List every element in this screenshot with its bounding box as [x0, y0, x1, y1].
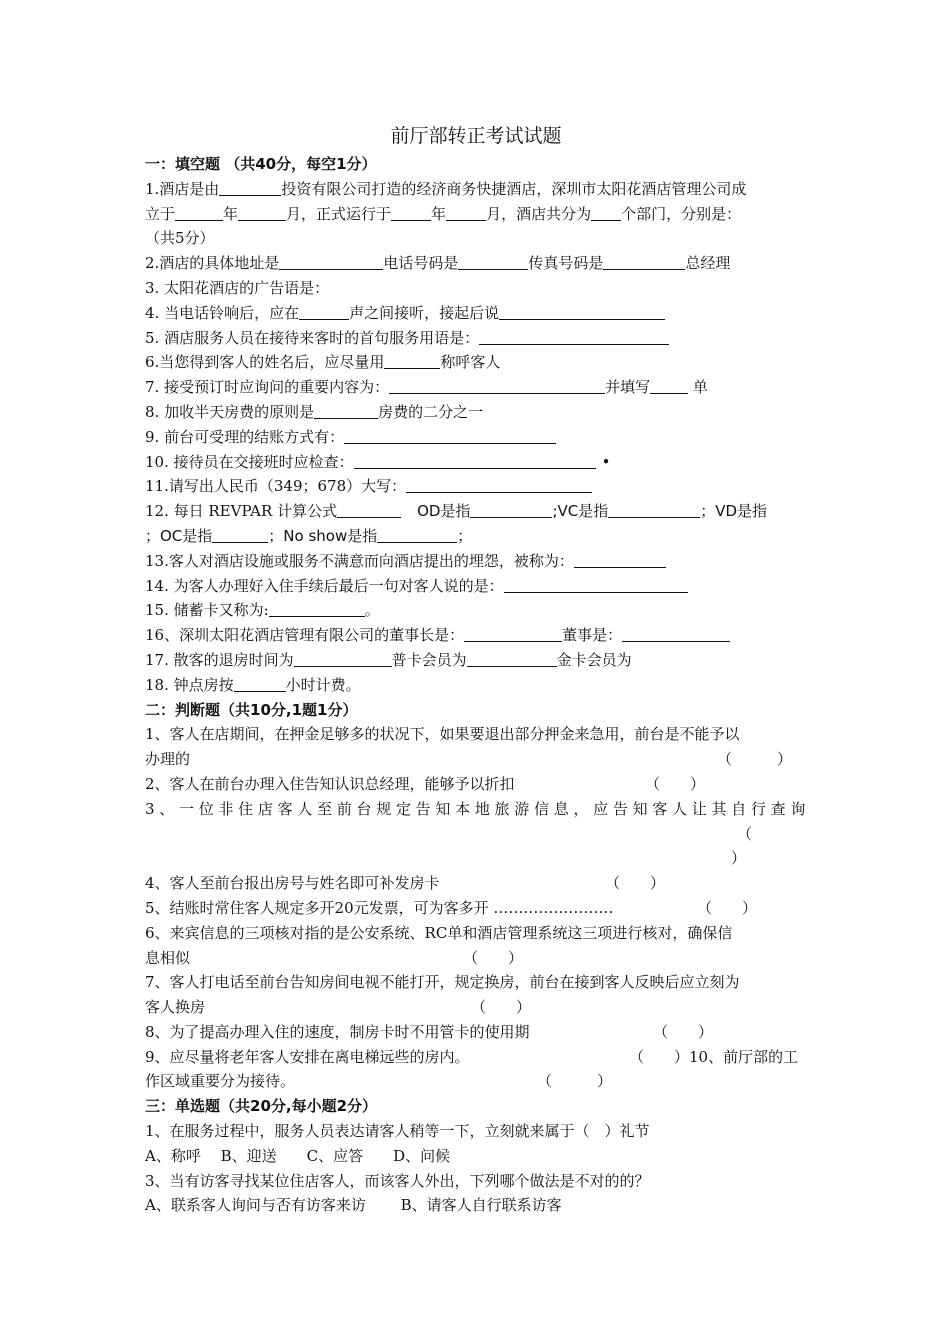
answer-blank[interactable] — [389, 378, 605, 394]
answer-paren[interactable]: （ ） — [471, 998, 532, 1017]
answer-blank[interactable] — [234, 676, 286, 692]
answer-blank[interactable] — [574, 552, 666, 568]
q14-text: 14. 为客人办理好入住手续后最后一句对客人说的是： — [145, 576, 504, 595]
q8-text-a: 8. 加收半天房费的原则是 — [145, 402, 315, 421]
q2-text-c: 传真号码是 — [528, 254, 604, 273]
question-fill-18 — [145, 673, 807, 698]
answer-paren[interactable]: （ ） — [717, 750, 793, 769]
question-fill-6 — [145, 350, 807, 375]
q12-text-a: 12. 每日 REVPAR 计算公式 — [145, 502, 338, 521]
question-judge-2 — [145, 772, 807, 797]
answer-blank[interactable] — [479, 329, 669, 345]
question-judge-4 — [145, 871, 807, 896]
j10-text-a: 作区域重要分为接待。 — [145, 1072, 296, 1091]
answer-blank[interactable] — [603, 254, 685, 270]
q12-text-e: ；OC是指 — [145, 526, 213, 545]
q17-text-b: 普卡会员为 — [391, 650, 467, 669]
question-fill-5 — [145, 326, 807, 351]
q1-text-c: 立于 — [145, 204, 176, 223]
question-judge-7: 7、客人打电话至前台告知房间电视不能打开，规定换房，前台在接到客人反映后应立刻为 — [145, 973, 740, 992]
q7-text-c: 单 — [688, 378, 708, 397]
question-fill-4 — [145, 301, 807, 326]
q4-text-b: 声之间接听，接起后说 — [349, 303, 500, 322]
q12-text-d: ；VD是指 — [700, 502, 768, 521]
answer-paren-and-q10[interactable]: （ ）10、前厅部的工 — [629, 1047, 799, 1066]
question-fill-12-cont — [145, 524, 807, 549]
question-fill-13 — [145, 549, 807, 574]
question-fill-10 — [145, 450, 807, 475]
question-fill-1-cont — [145, 202, 807, 227]
question-judge-9 — [145, 1045, 807, 1070]
answer-blank[interactable] — [279, 254, 383, 270]
q17-text-c: 金卡会员为 — [556, 650, 632, 669]
question-judge-10-cont — [145, 1069, 807, 1094]
question-judge-7-cont — [145, 995, 807, 1020]
j5-text-a: 5、结账时常住客人规定多开20元发票，可为客多开 …………………… — [145, 898, 614, 917]
question-choice-3-options[interactable]: A、联系客人询问与否有访客来访 B、请客人自行联系访客 — [145, 1196, 562, 1215]
j2-text-a: 2、客人在前台办理入住告知认识总经理，能够予以折扣 — [145, 774, 515, 793]
q1-text-e: 月，正式运行于 — [286, 204, 392, 223]
question-fill-1-note: （共5分） — [145, 229, 215, 248]
answer-blank[interactable] — [467, 651, 557, 667]
exam-content — [145, 122, 807, 1218]
answer-paren[interactable]: （ ） — [645, 774, 706, 793]
answer-blank[interactable] — [470, 502, 552, 518]
question-fill-16 — [145, 623, 807, 648]
q6-text-a: 6.当您得到客人的姓名后，应尽量用 — [145, 353, 385, 372]
answer-blank[interactable] — [314, 403, 378, 419]
question-judge-3-paren-open — [145, 822, 807, 847]
q2-text-d: 总经理 — [685, 254, 731, 273]
question-judge-6: 6、来宾信息的三项核对指的是公安系统、RC单和酒店管理系统这三项进行核对，确保信 — [145, 923, 733, 942]
section-fill-heading: 一：填空题 （共40分，每空1分） — [145, 155, 377, 173]
answer-blank[interactable] — [391, 205, 431, 221]
question-fill-9 — [145, 425, 807, 450]
q1-text-h: 个部门，分别是： — [621, 204, 742, 223]
answer-paren[interactable]: （ ） — [537, 1072, 613, 1091]
answer-blank[interactable] — [269, 601, 365, 617]
answer-blank[interactable] — [354, 453, 596, 469]
q18-text-a: 18. 钟点房按 — [145, 675, 234, 694]
answer-blank[interactable] — [622, 626, 730, 642]
answer-blank[interactable] — [499, 304, 665, 320]
answer-blank[interactable] — [608, 502, 700, 518]
q1-text-d: 年 — [223, 204, 239, 223]
q10-bullet: • — [601, 452, 611, 471]
answer-paren-close[interactable]: ） — [731, 849, 747, 868]
j7-text-b: 客人换房 — [145, 998, 206, 1017]
question-fill-17 — [145, 648, 807, 673]
q15-text-a: 15. 储蓄卡又称为: — [145, 601, 269, 620]
answer-paren[interactable]: （ ） — [605, 874, 666, 893]
q13-text: 13.客人对酒店设施或服务不满意而向酒店提出的埋怨，被称为： — [145, 551, 574, 570]
question-fill-15 — [145, 598, 807, 623]
answer-paren[interactable]: （ ） — [697, 898, 758, 917]
q16-text-b: 董事是： — [562, 626, 623, 645]
answer-blank[interactable] — [219, 180, 281, 196]
answer-blank[interactable] — [175, 205, 223, 221]
answer-blank[interactable] — [591, 205, 621, 221]
answer-blank[interactable] — [504, 577, 688, 593]
answer-blank[interactable] — [458, 254, 528, 270]
q12-text-c: ;VC是指 — [552, 502, 609, 521]
question-fill-2 — [145, 251, 807, 276]
q16-text-a: 16、深圳太阳花酒店管理有限公司的董事长是： — [145, 626, 465, 645]
q1-text-a: 1.酒店是由 — [145, 179, 220, 198]
question-judge-3: 3、一位非住店客人至前台规定告知本地旅游信息，应告知客人让其自行查询 — [145, 799, 807, 818]
answer-blank[interactable] — [212, 527, 268, 543]
answer-blank[interactable] — [238, 205, 286, 221]
question-judge-8 — [145, 1020, 807, 1045]
answer-blank[interactable] — [377, 527, 457, 543]
answer-blank[interactable] — [446, 205, 486, 221]
answer-paren[interactable]: （ ） — [463, 948, 524, 967]
question-judge-1: 1、客人在店期间，在押金足够多的状况下，如果要退出部分押金来急用，前台是不能予以 — [145, 725, 740, 744]
answer-blank[interactable] — [406, 477, 592, 493]
question-judge-5 — [145, 896, 807, 921]
answer-paren-open[interactable]: （ — [737, 824, 753, 843]
q12-text-b: OD是指 — [417, 502, 471, 521]
q6-text-b: 称呼客人 — [440, 353, 501, 372]
q18-text-b: 小时计费。 — [285, 675, 361, 694]
section-choice-heading: 三：单选题（共20分,每小题2分） — [145, 1097, 378, 1116]
question-judge-3-paren-close — [145, 846, 807, 871]
q15-text-b: 。 — [364, 601, 380, 620]
q2-text-a: 2.酒店的具体地址是 — [145, 254, 280, 273]
j4-text-a: 4、客人至前台报出房号与姓名即可补发房卡 — [145, 874, 440, 893]
q1-text-b: 投资有限公司打造的经济商务快捷酒店，深圳市太阳花酒店管理公司成 — [281, 179, 747, 198]
q5-text: 5. 酒店服务人员在接待来客时的首句服务用语是： — [145, 328, 480, 347]
q1-text-f: 年 — [431, 204, 447, 223]
question-fill-1 — [145, 177, 807, 202]
question-choice-1-options[interactable]: A、称呼 B、迎送 C、应答 D、问候 — [145, 1146, 451, 1165]
q17-text-a: 17. 散客的退房时间为 — [145, 650, 294, 669]
question-judge-6-cont — [145, 946, 807, 971]
q7-text-a: 7. 接受预订时应询问的重要内容为： — [145, 378, 390, 397]
q4-text-a: 4. 当电话铃响后，应在 — [145, 303, 300, 322]
q11-text: 11.请写出人民币（349；678）大写： — [145, 477, 407, 496]
answer-blank[interactable] — [299, 304, 349, 320]
q12-text-g: ； — [457, 526, 473, 545]
question-choice-1: 1、在服务过程中，服务人员表达请客人稍等一下，立刻就来属于（ ）礼节 — [145, 1122, 650, 1141]
j9-text-a: 9、应尽量将老年客人安排在离电梯远些的房内。 — [145, 1047, 470, 1066]
question-fill-12 — [145, 499, 807, 524]
answer-blank[interactable] — [650, 378, 688, 394]
q10-text-a: 10. 接待员在交接班时应检查： — [145, 452, 354, 471]
j8-text-a: 8、为了提高办理入住的速度，制房卡时不用管卡的使用期 — [145, 1022, 530, 1041]
question-choice-3: 3、当有访客寻找某位住店客人，而该客人外出，下列哪个做法是不对的的？ — [145, 1171, 650, 1190]
q2-text-b: 电话号码是 — [383, 254, 459, 273]
question-fill-3: 3. 太阳花酒店的广告语是： — [145, 278, 330, 297]
q8-text-b: 房费的二分之一 — [378, 402, 484, 421]
answer-blank[interactable] — [464, 626, 562, 642]
question-fill-7 — [145, 375, 807, 400]
q12-text-f: ；No show是指 — [268, 526, 378, 545]
answer-blank[interactable] — [294, 651, 392, 667]
answer-blank[interactable] — [344, 428, 556, 444]
j6-text-b: 息相似 — [145, 948, 191, 967]
question-fill-8 — [145, 400, 807, 425]
section-judge-heading: 二：判断题（共10分,1题1分） — [145, 700, 358, 719]
page-title: 前厅部转正考试试题 — [390, 125, 562, 147]
answer-blank[interactable] — [384, 353, 440, 369]
q7-text-b: 并填写 — [605, 378, 651, 397]
question-judge-1-cont — [145, 747, 807, 772]
question-fill-11 — [145, 474, 807, 499]
j1-text-b: 办理的 — [145, 750, 191, 769]
q1-text-g: 月，酒店共分为 — [486, 204, 592, 223]
answer-blank[interactable] — [337, 502, 401, 518]
answer-paren[interactable]: （ ） — [653, 1022, 714, 1041]
question-fill-14 — [145, 574, 807, 599]
q9-text: 9. 前台可受理的结账方式有： — [145, 427, 345, 446]
